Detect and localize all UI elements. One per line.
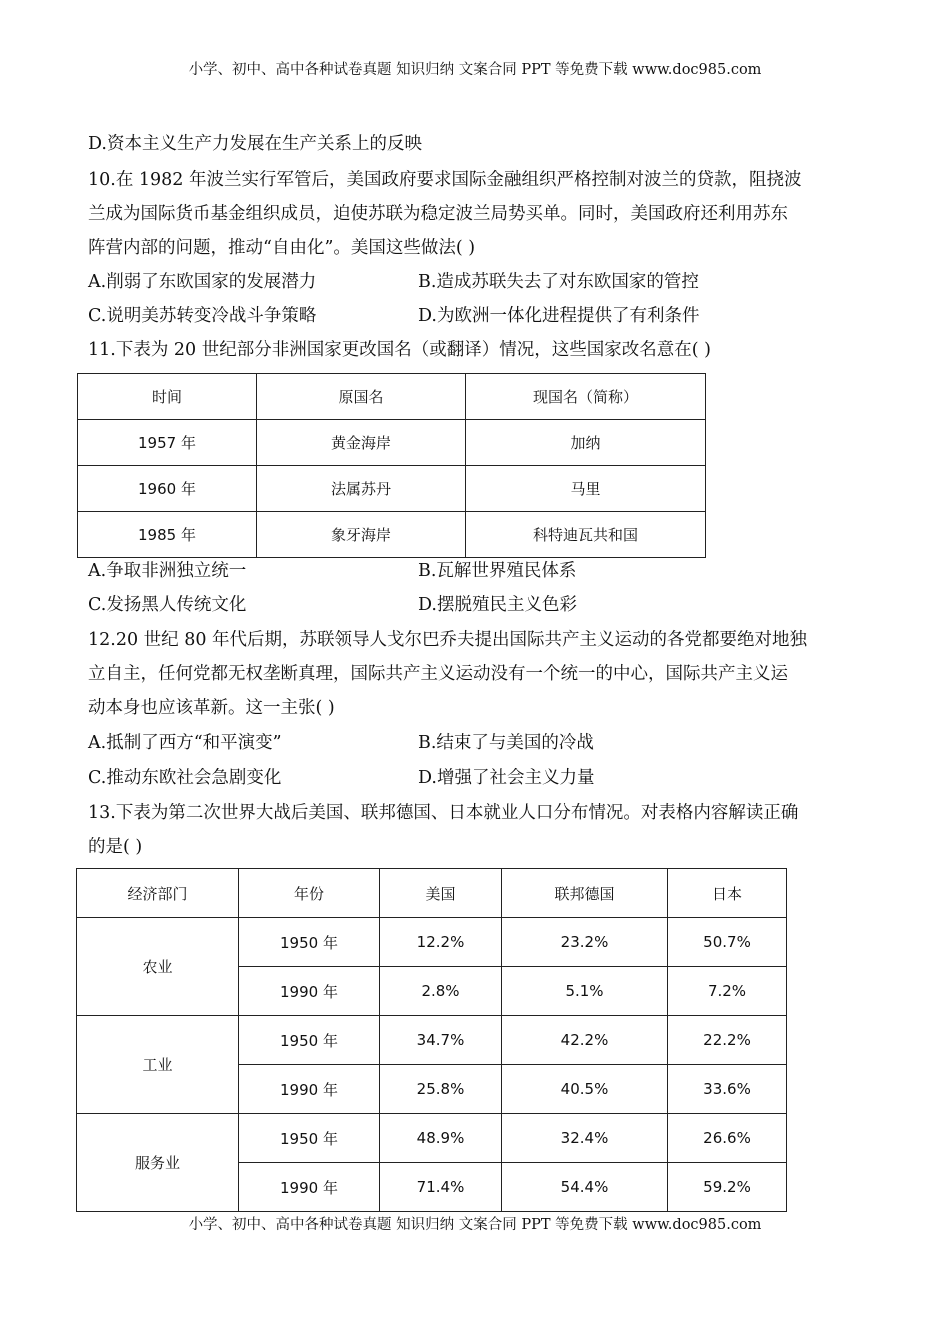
table-cell: 54.4% [502, 1163, 668, 1212]
table-cell: 50.7% [668, 918, 787, 967]
table-cell: 1985 年 [78, 512, 257, 558]
table-row [78, 420, 706, 466]
table-cell: 象牙海岸 [257, 512, 466, 558]
page-header: 小学、初中、高中各种试卷真题 知识归纳 文案合同 PPT 等免费下载 www.doc985.com [188, 62, 762, 78]
q11-option-a: A.争取非洲独立统一 [88, 561, 247, 581]
table-cell: 26.6% [668, 1114, 787, 1163]
q13-stem-line1: 13.下表为第二次世界大战后美国、联邦德国、日本就业人口分布情况。对表格内容解读正确 [88, 803, 799, 823]
table-cell: 法属苏丹 [257, 466, 466, 512]
q12-option-a: A.抵制了西方“和平演变” [88, 733, 282, 753]
table-cell: 42.2% [502, 1016, 668, 1065]
q10-option-c: C.说明美苏转变冷战斗争策略 [88, 306, 317, 326]
header-cell: 日本 [668, 869, 787, 918]
table-cell: 22.2% [668, 1016, 787, 1065]
q10-stem-line1: 10.在 1982 年波兰实行军管后，美国政府要求国际金融组织严格控制对波兰的贷款，阻挠波 [88, 170, 802, 190]
table-cell: 48.9% [380, 1114, 502, 1163]
header-cell: 经济部门 [77, 869, 239, 918]
sector-cell: 服务业 [77, 1114, 239, 1212]
table-row [77, 918, 787, 967]
table-row [78, 512, 706, 558]
table-cell: 1990 年 [239, 1163, 380, 1212]
table-cell: 1950 年 [239, 918, 380, 967]
table-cell: 黄金海岸 [257, 420, 466, 466]
table-cell: 2.8% [380, 967, 502, 1016]
sector-cell: 工业 [77, 1016, 239, 1114]
q11-option-d: D.摆脱殖民主义色彩 [418, 595, 577, 615]
table-cell: 34.7% [380, 1016, 502, 1065]
q11-option-b: B.瓦解世界殖民体系 [418, 561, 577, 581]
header-cell: 时间 [78, 374, 257, 420]
table-cell: 马里 [466, 466, 706, 512]
table-row [78, 466, 706, 512]
q10-option-d: D.为欧洲一体化进程提供了有利条件 [418, 306, 700, 326]
q9-option-d: D.资本主义生产力发展在生产关系上的反映 [88, 134, 422, 154]
header-cell: 现国名（简称） [466, 374, 706, 420]
table-cell: 1990 年 [239, 967, 380, 1016]
table-cell: 25.8% [380, 1065, 502, 1114]
q10-option-a: A.削弱了东欧国家的发展潜力 [88, 272, 317, 292]
table-cell: 12.2% [380, 918, 502, 967]
table-cell: 59.2% [668, 1163, 787, 1212]
q12-option-b: B.结束了与美国的冷战 [418, 733, 594, 753]
table-cell: 1950 年 [239, 1114, 380, 1163]
table-cell: 33.6% [668, 1065, 787, 1114]
table-cell: 23.2% [502, 918, 668, 967]
table-cell: 科特迪瓦共和国 [466, 512, 706, 558]
sector-cell: 农业 [77, 918, 239, 1016]
table-header-row [77, 869, 787, 918]
q10-stem-line2: 兰成为国际货币基金组织成员，迫使苏联为稳定波兰局势买单。同时，美国政府还利用苏东 [88, 204, 788, 224]
table-row [77, 1016, 787, 1065]
header-cell: 美国 [380, 869, 502, 918]
header-cell: 联邦德国 [502, 869, 668, 918]
table-header-row [78, 374, 706, 420]
q12-stem-line1: 12.20 世纪 80 年代后期，苏联领导人戈尔巴乔夫提出国际共产主义运动的各党都要绝对地独 [88, 630, 808, 650]
q12-stem-line3: 动本身也应该革新。这一主张( ) [88, 698, 335, 718]
country-rename-table [77, 373, 706, 558]
q11-stem: 11.下表为 20 世纪部分非洲国家更改国名（或翻译）情况，这些国家改名意在( ) [88, 340, 711, 360]
q12-option-c: C.推动东欧社会急剧变化 [88, 768, 282, 788]
page-footer: 小学、初中、高中各种试卷真题 知识归纳 文案合同 PPT 等免费下载 www.doc985.com [188, 1217, 762, 1233]
q10-stem-line3: 阵营内部的问题，推动“自由化”。美国这些做法( ) [88, 238, 476, 258]
table-cell: 32.4% [502, 1114, 668, 1163]
employment-table [76, 868, 787, 1212]
table-cell: 71.4% [380, 1163, 502, 1212]
q12-option-d: D.增强了社会主义力量 [418, 768, 595, 788]
table-cell: 40.5% [502, 1065, 668, 1114]
table-cell: 加纳 [466, 420, 706, 466]
q10-option-b: B.造成苏联失去了对东欧国家的管控 [418, 272, 699, 292]
table-cell: 1957 年 [78, 420, 257, 466]
q13-stem-line2: 的是( ) [88, 837, 143, 857]
q11-option-c: C.发扬黑人传统文化 [88, 595, 247, 615]
header-cell: 原国名 [257, 374, 466, 420]
q12-stem-line2: 立自主，任何党都无权垄断真理，国际共产主义运动没有一个统一的中心，国际共产主义运 [88, 664, 788, 684]
table-cell: 1950 年 [239, 1016, 380, 1065]
table-cell: 1960 年 [78, 466, 257, 512]
table-cell: 7.2% [668, 967, 787, 1016]
table-cell: 1990 年 [239, 1065, 380, 1114]
table-row [77, 1114, 787, 1163]
header-cell: 年份 [239, 869, 380, 918]
table-cell: 5.1% [502, 967, 668, 1016]
